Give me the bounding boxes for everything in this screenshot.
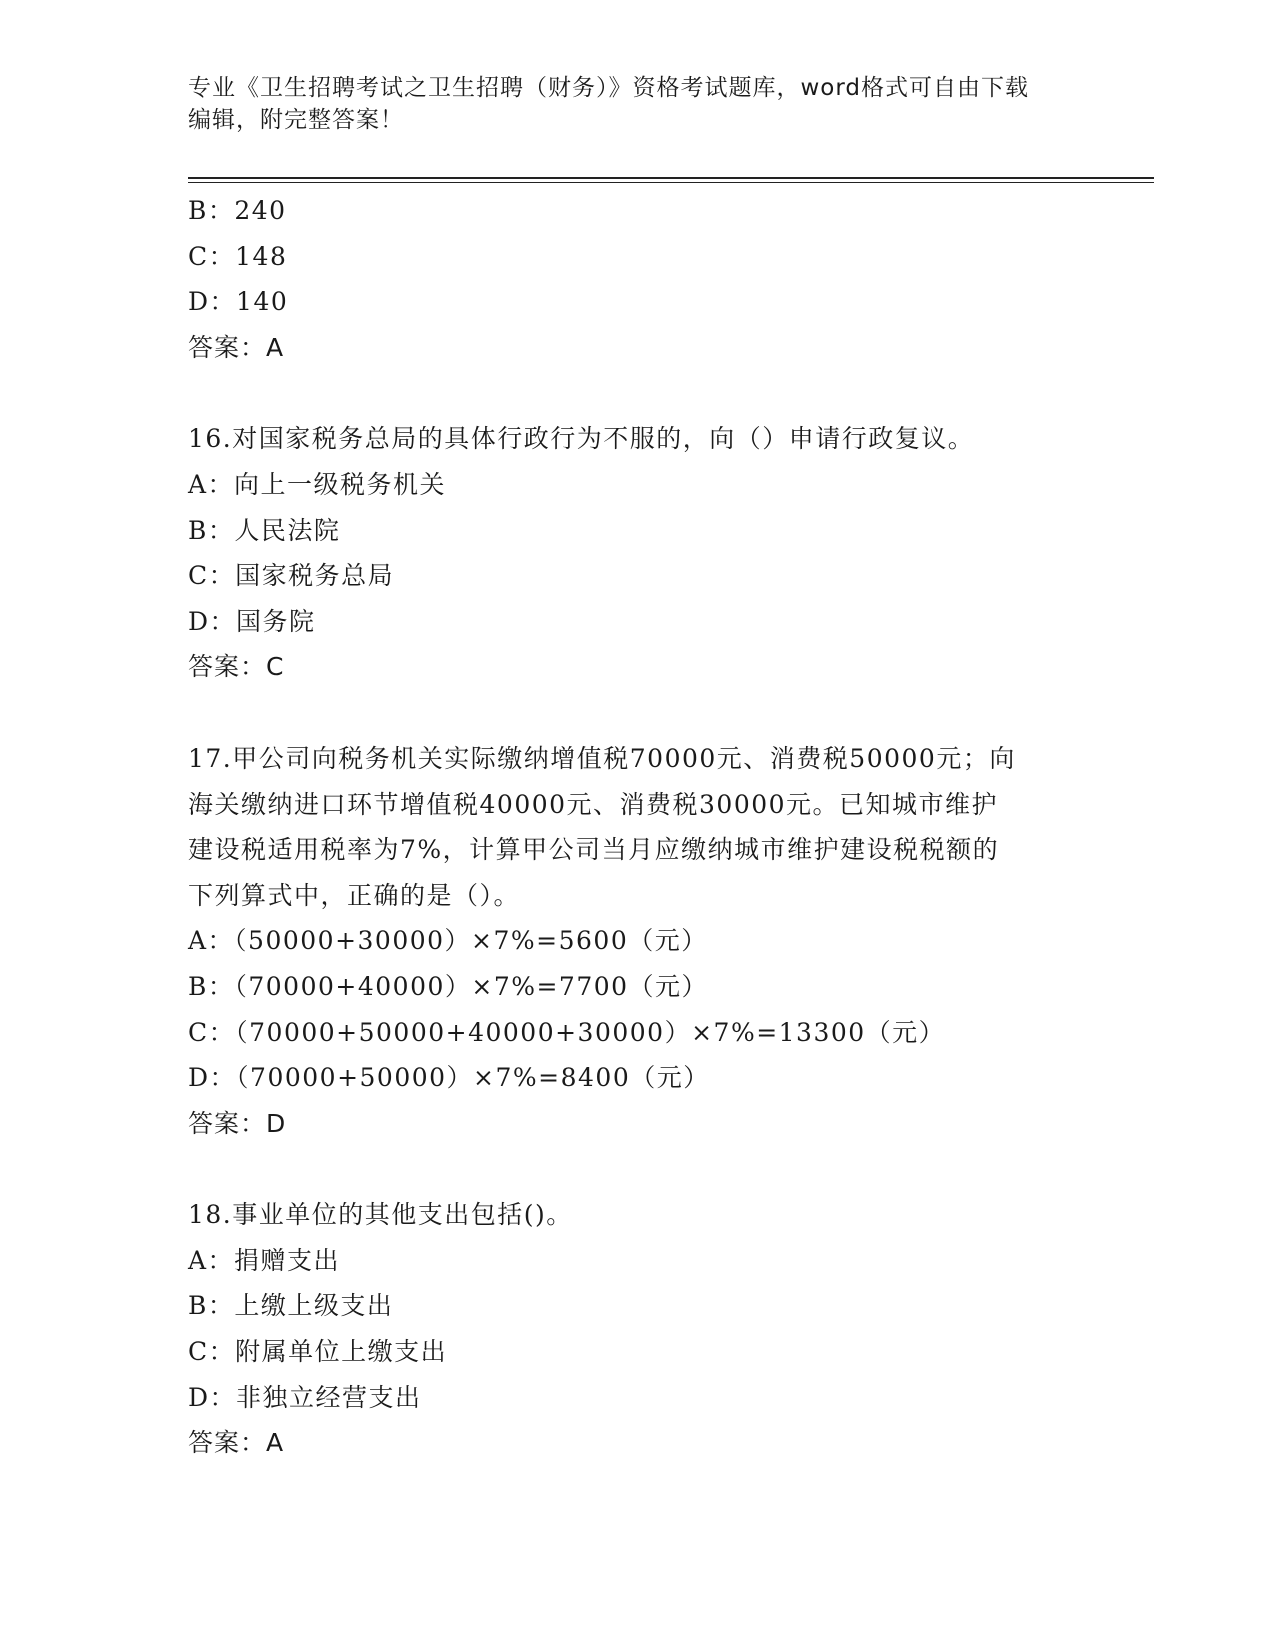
question-stem-line-3: 建设税适用税率为7%，计算甲公司当月应缴纳城市维护建设税税额的 (188, 835, 1000, 865)
answer-line: 答案：A (188, 1428, 285, 1458)
option-d: D：（70000+50000）×7%=8400（元） (188, 1063, 710, 1093)
header-divider-thin (188, 182, 1154, 183)
question-15-tail (188, 188, 1088, 370)
option-c: C：（70000+50000+40000+30000）×7%=13300（元） (188, 1017, 946, 1047)
option-d: D：140 (188, 287, 289, 317)
header-line-2: 编辑，附完整答案！ (188, 107, 404, 133)
document-header (188, 72, 1088, 136)
option-b: B：人民法院 (188, 515, 341, 545)
option-c: C：国家税务总局 (188, 561, 395, 591)
header-line-1: 专业《卫生招聘考试之卫生招聘（财务）》资格考试题库，word格式可自由下载 (188, 75, 1030, 101)
question-stem: 18.事业单位的其他支出包括()。 (188, 1200, 573, 1230)
answer-line: 答案：A (188, 332, 285, 362)
question-16 (188, 416, 1088, 690)
question-stem: 16.对国家税务总局的具体行政行为不服的，向（）申请行政复议。 (188, 424, 975, 454)
question-17 (188, 736, 1088, 1146)
option-b: B：上缴上级支出 (188, 1291, 394, 1321)
option-b: B：240 (188, 196, 287, 225)
question-18 (188, 1192, 1088, 1466)
option-a: A：向上一级税务机关 (188, 469, 447, 499)
option-b: B：（70000+40000）×7%=7700（元） (188, 971, 709, 1001)
header-divider-thick (188, 177, 1154, 179)
option-a: A：捐赠支出 (188, 1245, 341, 1275)
option-c: C：148 (188, 241, 288, 271)
answer-line: 答案：D (188, 1108, 287, 1138)
question-stem-line-2: 海关缴纳进口环节增值税40000元、消费税30000元。已知城市维护 (188, 789, 999, 819)
option-d: D：非独立经营支出 (188, 1382, 422, 1412)
answer-line: 答案：C (188, 652, 285, 682)
option-d: D：国务院 (188, 606, 316, 636)
question-stem-line-1: 17.甲公司向税务机关实际缴纳增值税70000元、消费税50000元；向 (188, 743, 1016, 773)
option-c: C：附属单位上缴支出 (188, 1337, 448, 1367)
option-a: A：（50000+30000）×7%=5600（元） (188, 926, 708, 956)
question-content (188, 188, 1088, 1466)
question-stem-line-4: 下列算式中，正确的是（）。 (188, 880, 521, 910)
